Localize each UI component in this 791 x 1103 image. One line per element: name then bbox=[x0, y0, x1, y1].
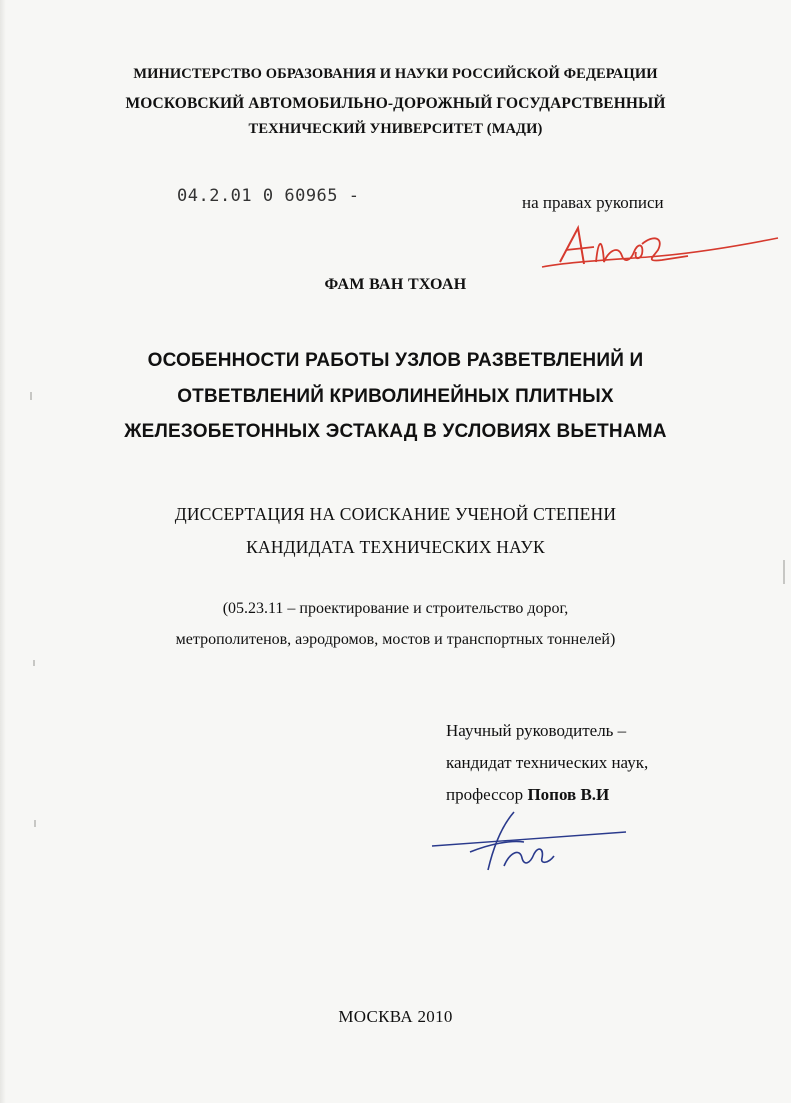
degree-line1: ДИССЕРТАЦИЯ НА СОИСКАНИЕ УЧЕНОЙ СТЕПЕНИ bbox=[174, 504, 617, 524]
specialty-line2: метрополитенов, аэродромов, мостов и транспортных тоннелей) bbox=[175, 631, 616, 648]
dissertation-title-line3: ЖЕЛЕЗОБЕТОННЫХ ЭСТАКАД В УСЛОВИЯХ ВЬЕТНАМА bbox=[124, 421, 667, 442]
city-year: МОСКВА 2010 bbox=[338, 1007, 453, 1026]
specialty-line1: (05.23.11 – проектирование и строительство дорог, bbox=[222, 600, 569, 617]
archive-stamp-number: 04.2.01 0 60965 - bbox=[177, 186, 360, 206]
supervisor-signature bbox=[430, 808, 630, 878]
supervisor-role: Научный руководитель – bbox=[446, 721, 627, 740]
supervisor-degree: кандидат технических наук, bbox=[446, 753, 649, 772]
scan-speck bbox=[34, 820, 36, 827]
dissertation-title-line2: ОТВЕТВЛЕНИЙ КРИВОЛИНЕЙНЫХ ПЛИТНЫХ bbox=[177, 386, 614, 407]
supervisor-rank: профессор bbox=[446, 785, 524, 804]
ministry-name: МИНИСТЕРСТВО ОБРАЗОВАНИЯ И НАУКИ РОССИЙСКОЙ ФЕДЕРАЦИИ bbox=[133, 66, 658, 82]
manuscript-rights-note: на правах рукописи bbox=[522, 193, 664, 212]
university-name-line2: ТЕХНИЧЕСКИЙ УНИВЕРСИТЕТ (МАДИ) bbox=[248, 121, 543, 137]
author-name: ФАМ ВАН ТХОАН bbox=[324, 276, 467, 293]
supervisor-name: Попов В.И bbox=[527, 785, 610, 804]
scan-speck bbox=[783, 560, 785, 584]
scan-speck bbox=[33, 660, 35, 666]
author-signature bbox=[538, 222, 783, 272]
university-name-line1: МОСКОВСКИЙ АВТОМОБИЛЬНО-ДОРОЖНЫЙ ГОСУДАРСТВЕННЫЙ bbox=[125, 95, 666, 112]
supervisor-rank-name bbox=[446, 785, 609, 805]
degree-line2: КАНДИДАТА ТЕХНИЧЕСКИХ НАУК bbox=[246, 537, 545, 557]
dissertation-title-line1: ОСОБЕННОСТИ РАБОТЫ УЗЛОВ РАЗВЕТВЛЕНИЙ И bbox=[147, 350, 644, 371]
